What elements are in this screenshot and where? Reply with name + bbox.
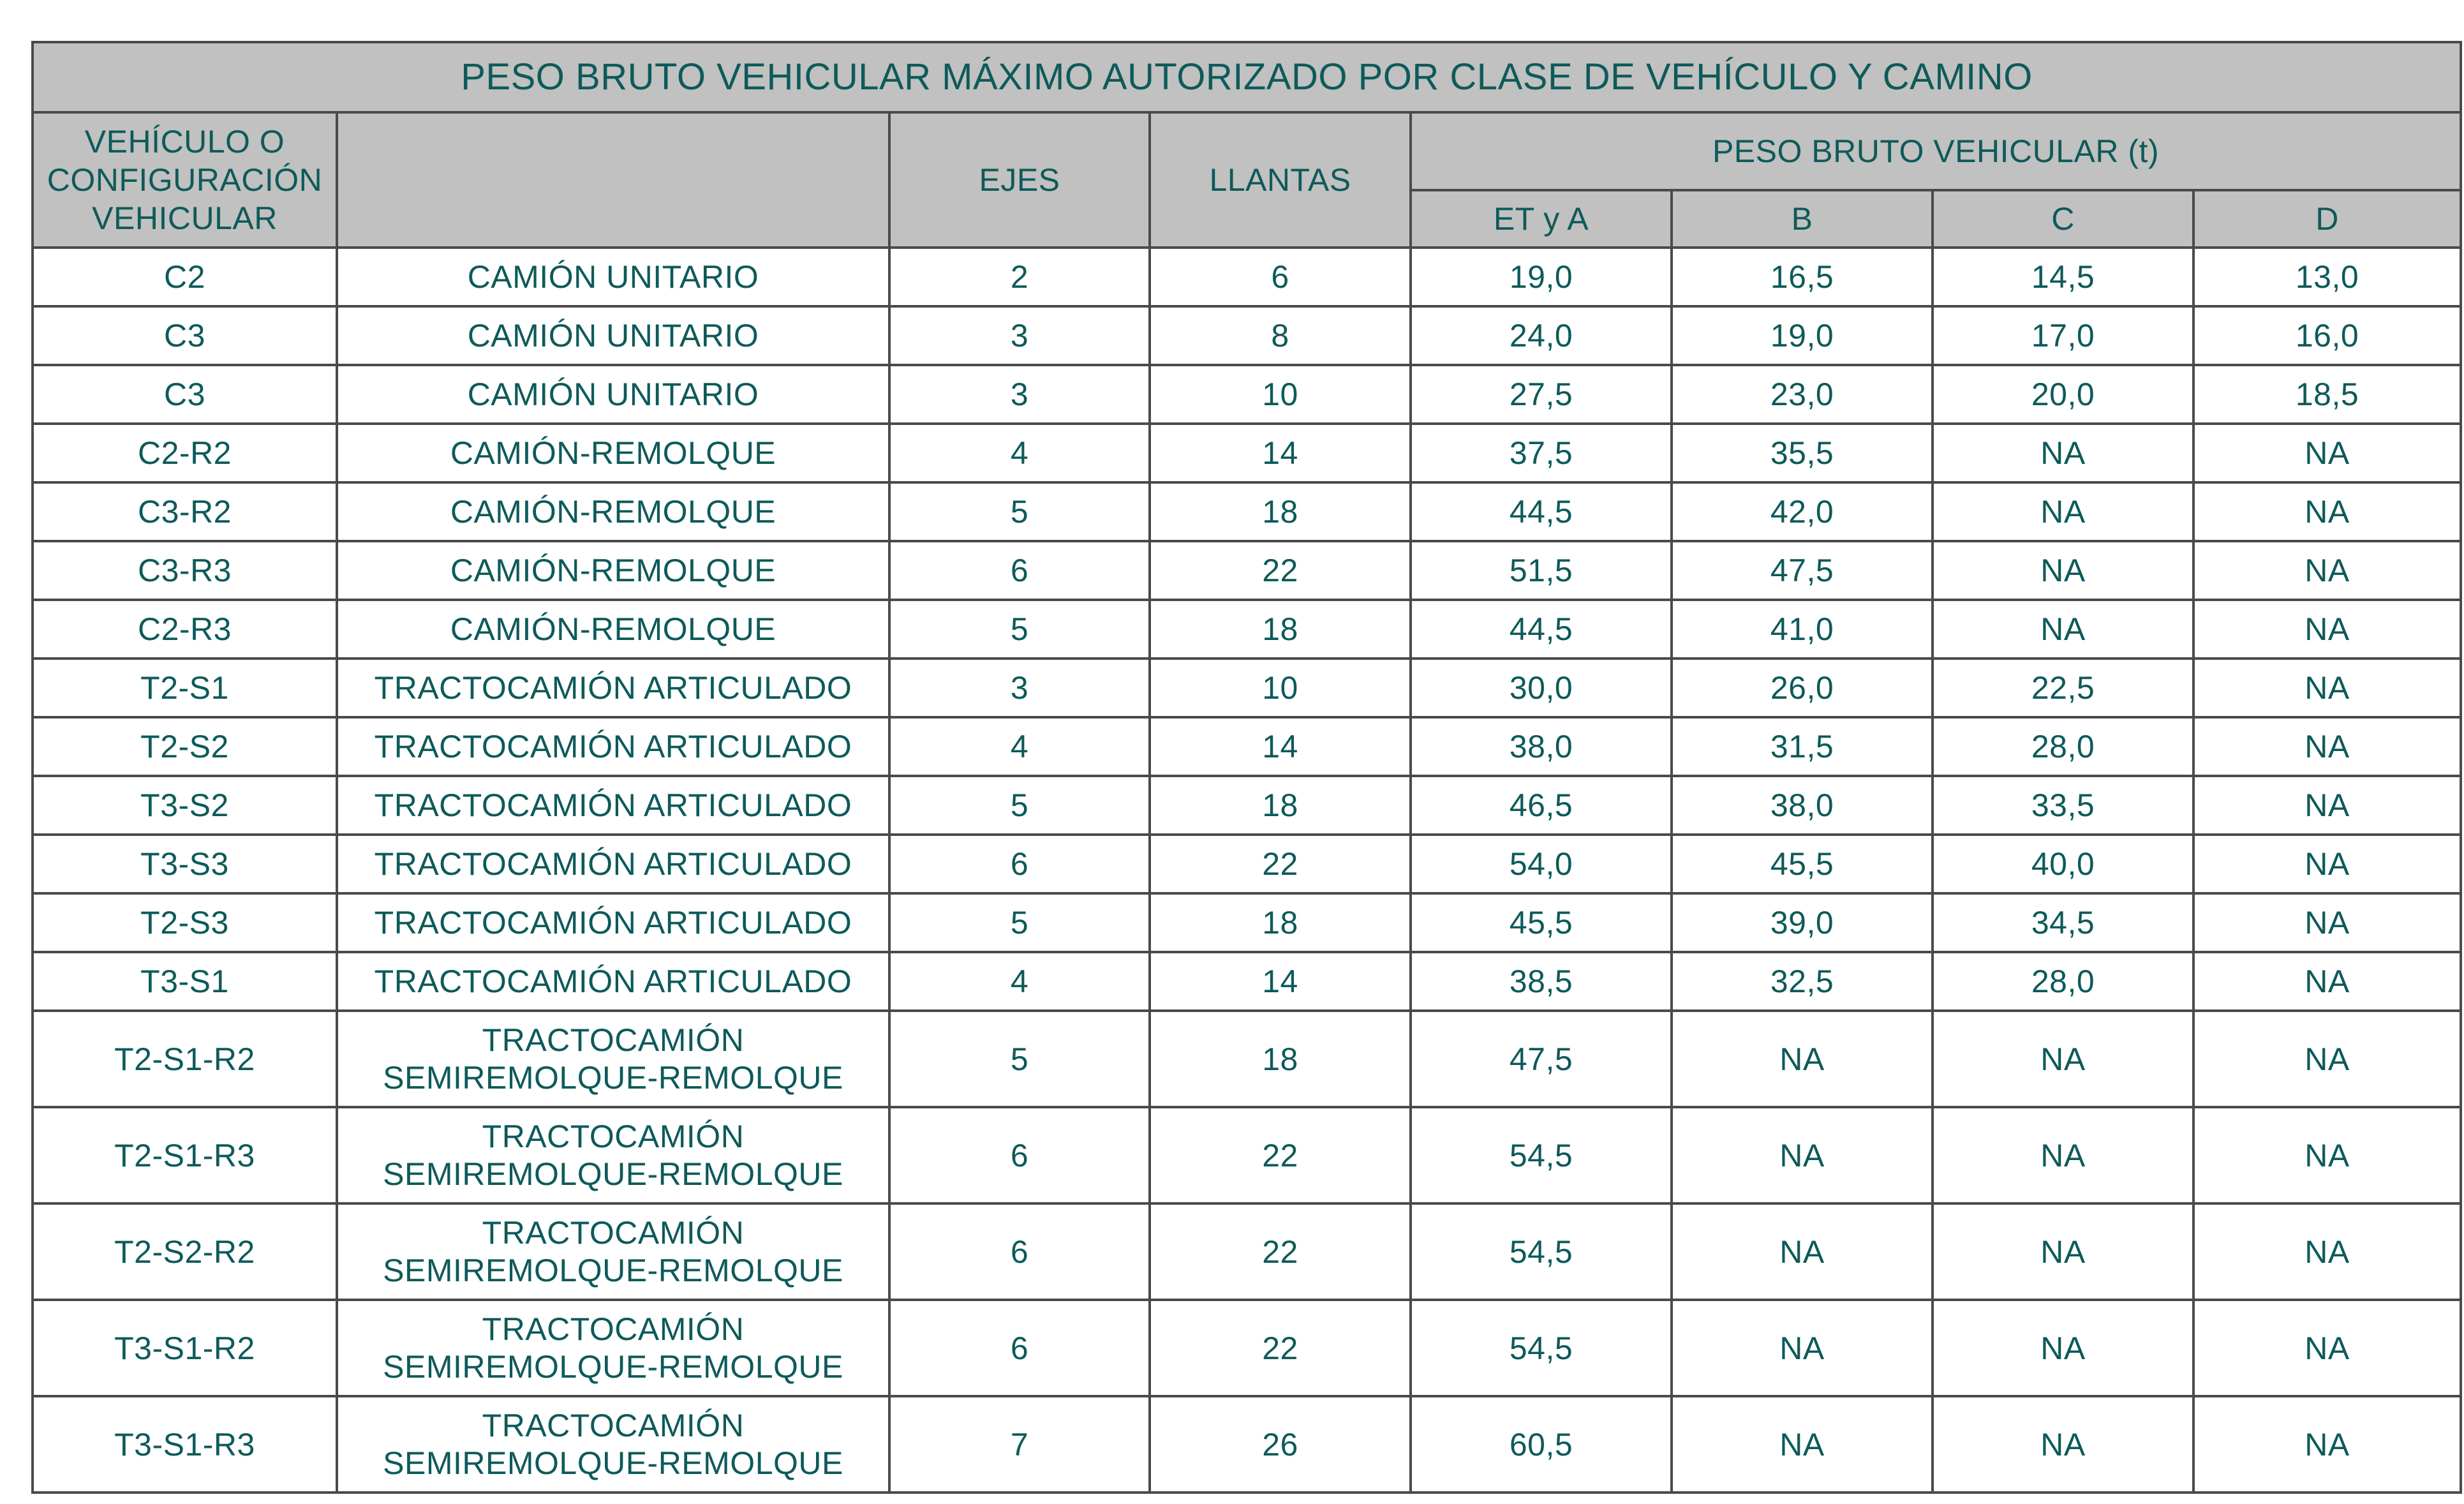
cell-tires: 22 [1150, 1107, 1411, 1203]
cell-weight-d: NA [2193, 1107, 2461, 1203]
cell-weight-b: 31,5 [1672, 717, 1933, 776]
description-line1: TRACTOCAMIÓN ARTICULADO [374, 846, 852, 882]
cell-tires: 14 [1150, 952, 1411, 1011]
cell-weight-c: NA [1933, 1203, 2193, 1300]
cell-weight-b: 41,0 [1672, 600, 1933, 659]
table-row [33, 1396, 2461, 1493]
cell-weight-et-a: 38,0 [1411, 717, 1672, 776]
cell-weight-b: 39,0 [1672, 893, 1933, 952]
cell-weight-d: NA [2193, 893, 2461, 952]
description-line1: TRACTOCAMIÓN [482, 1311, 745, 1347]
cell-weight-b: 47,5 [1672, 541, 1933, 600]
description-line2: SEMIREMOLQUE-REMOLQUE [383, 1059, 843, 1096]
cell-description [337, 1107, 889, 1203]
cell-weight-b: 35,5 [1672, 424, 1933, 482]
header-weight-c: C [1933, 190, 2193, 248]
cell-weight-c: NA [1933, 1107, 2193, 1203]
cell-config: T3-S1-R2 [33, 1300, 337, 1396]
cell-tires: 26 [1150, 1396, 1411, 1493]
description-line2: SEMIREMOLQUE-REMOLQUE [383, 1156, 843, 1192]
cell-config: T3-S3 [33, 835, 337, 893]
description-line1: TRACTOCAMIÓN ARTICULADO [374, 670, 852, 706]
cell-tires: 18 [1150, 1011, 1411, 1107]
cell-description [337, 424, 889, 482]
cell-axles: 5 [889, 482, 1150, 541]
cell-weight-b: NA [1672, 1107, 1933, 1203]
description-line1: TRACTOCAMIÓN ARTICULADO [374, 905, 852, 941]
table-row [33, 365, 2461, 424]
cell-weight-b: 38,0 [1672, 776, 1933, 835]
cell-weight-c: 28,0 [1933, 952, 2193, 1011]
cell-tires: 18 [1150, 776, 1411, 835]
description-line1: CAMIÓN UNITARIO [467, 259, 759, 295]
cell-axles: 4 [889, 424, 1150, 482]
cell-tires: 8 [1150, 306, 1411, 365]
description-line1: TRACTOCAMIÓN ARTICULADO [374, 729, 852, 764]
description-line2: SEMIREMOLQUE-REMOLQUE [383, 1348, 843, 1385]
header-weight-b: B [1672, 190, 1933, 248]
cell-tires: 22 [1150, 1203, 1411, 1300]
cell-weight-c: 22,5 [1933, 659, 2193, 717]
cell-weight-d: NA [2193, 424, 2461, 482]
cell-axles: 6 [889, 1300, 1150, 1396]
cell-weight-et-a: 46,5 [1411, 776, 1672, 835]
cell-weight-c: 17,0 [1933, 306, 2193, 365]
cell-description [337, 1396, 889, 1493]
cell-weight-et-a: 24,0 [1411, 306, 1672, 365]
cell-description [337, 1203, 889, 1300]
table-row [33, 1203, 2461, 1300]
cell-weight-b: 26,0 [1672, 659, 1933, 717]
cell-tires: 18 [1150, 482, 1411, 541]
cell-tires: 22 [1150, 541, 1411, 600]
description-line1: TRACTOCAMIÓN ARTICULADO [374, 787, 852, 823]
header-weight-et-a: ET y A [1411, 190, 1672, 248]
cell-weight-d: 16,0 [2193, 306, 2461, 365]
cell-axles: 6 [889, 1107, 1150, 1203]
description-line1: TRACTOCAMIÓN [482, 1214, 745, 1251]
cell-weight-et-a: 30,0 [1411, 659, 1672, 717]
description-line1: TRACTOCAMIÓN [482, 1118, 745, 1154]
cell-description [337, 717, 889, 776]
cell-weight-et-a: 54,5 [1411, 1203, 1672, 1300]
table-row [33, 1107, 2461, 1203]
cell-weight-et-a: 19,0 [1411, 248, 1672, 306]
description-line1: CAMIÓN-REMOLQUE [450, 494, 776, 530]
cell-weight-c: NA [1933, 1300, 2193, 1396]
cell-config: C2 [33, 248, 337, 306]
description-line1: TRACTOCAMIÓN [482, 1022, 745, 1058]
cell-axles: 5 [889, 600, 1150, 659]
header-axles: EJES [889, 112, 1150, 248]
cell-axles: 5 [889, 893, 1150, 952]
cell-weight-d: 18,5 [2193, 365, 2461, 424]
cell-weight-b: NA [1672, 1396, 1933, 1493]
cell-tires: 6 [1150, 248, 1411, 306]
header-vehicle-line2: CONFIGURACIÓN [47, 162, 323, 198]
cell-tires: 10 [1150, 365, 1411, 424]
description-line1: TRACTOCAMIÓN [482, 1407, 745, 1443]
weight-table-container [31, 41, 2460, 1494]
cell-weight-et-a: 51,5 [1411, 541, 1672, 600]
description-line1: CAMIÓN-REMOLQUE [450, 611, 776, 647]
cell-weight-d: NA [2193, 659, 2461, 717]
cell-weight-et-a: 44,5 [1411, 482, 1672, 541]
cell-weight-et-a: 27,5 [1411, 365, 1672, 424]
header-vehicle-line1: VEHÍCULO O [84, 124, 285, 160]
table-row [33, 717, 2461, 776]
cell-description [337, 248, 889, 306]
description-line1: CAMIÓN-REMOLQUE [450, 553, 776, 588]
cell-axles: 6 [889, 835, 1150, 893]
cell-axles: 7 [889, 1396, 1150, 1493]
cell-axles: 2 [889, 248, 1150, 306]
table-row [33, 835, 2461, 893]
table-row [33, 306, 2461, 365]
cell-config: C3 [33, 365, 337, 424]
cell-config: T2-S1 [33, 659, 337, 717]
cell-axles: 6 [889, 1203, 1150, 1300]
cell-config: T3-S1-R3 [33, 1396, 337, 1493]
cell-weight-d: NA [2193, 1011, 2461, 1107]
cell-config: T2-S2 [33, 717, 337, 776]
cell-weight-b: 42,0 [1672, 482, 1933, 541]
cell-config: C3 [33, 306, 337, 365]
table-row [33, 776, 2461, 835]
cell-weight-et-a: 54,5 [1411, 1300, 1672, 1396]
table-row [33, 659, 2461, 717]
table-row [33, 1300, 2461, 1396]
cell-description [337, 541, 889, 600]
header-row-top [33, 112, 2461, 190]
description-line1: TRACTOCAMIÓN ARTICULADO [374, 964, 852, 999]
cell-axles: 3 [889, 365, 1150, 424]
cell-config: T2-S1-R3 [33, 1107, 337, 1203]
cell-tires: 14 [1150, 717, 1411, 776]
cell-weight-d: NA [2193, 835, 2461, 893]
cell-weight-et-a: 54,0 [1411, 835, 1672, 893]
cell-weight-d: NA [2193, 776, 2461, 835]
description-line1: CAMIÓN UNITARIO [467, 376, 759, 412]
cell-weight-c: 28,0 [1933, 717, 2193, 776]
cell-weight-c: 40,0 [1933, 835, 2193, 893]
header-weight-d: D [2193, 190, 2461, 248]
table-row [33, 1011, 2461, 1107]
cell-tires: 22 [1150, 835, 1411, 893]
cell-weight-et-a: 45,5 [1411, 893, 1672, 952]
cell-weight-c: NA [1933, 600, 2193, 659]
cell-description [337, 365, 889, 424]
cell-config: C2-R2 [33, 424, 337, 482]
weight-table [31, 41, 2462, 1494]
cell-config: C2-R3 [33, 600, 337, 659]
cell-weight-b: 45,5 [1672, 835, 1933, 893]
cell-axles: 5 [889, 776, 1150, 835]
cell-axles: 4 [889, 952, 1150, 1011]
cell-weight-d: NA [2193, 952, 2461, 1011]
header-description [337, 112, 889, 248]
cell-weight-d: NA [2193, 541, 2461, 600]
cell-tires: 10 [1150, 659, 1411, 717]
cell-config: T2-S2-R2 [33, 1203, 337, 1300]
cell-description [337, 659, 889, 717]
cell-description [337, 600, 889, 659]
table-body [33, 248, 2461, 1493]
table-row [33, 248, 2461, 306]
cell-weight-d: NA [2193, 1396, 2461, 1493]
cell-weight-b: 32,5 [1672, 952, 1933, 1011]
cell-weight-c: NA [1933, 424, 2193, 482]
table-title: PESO BRUTO VEHICULAR MÁXIMO AUTORIZADO POR CLASE DE VEHÍCULO Y CAMINO [33, 42, 2461, 112]
header-vehicle-line3: VEHICULAR [92, 200, 278, 236]
cell-weight-c: 33,5 [1933, 776, 2193, 835]
header-tires: LLANTAS [1150, 112, 1411, 248]
cell-description [337, 835, 889, 893]
cell-weight-b: NA [1672, 1300, 1933, 1396]
cell-tires: 14 [1150, 424, 1411, 482]
cell-description [337, 1011, 889, 1107]
cell-axles: 3 [889, 659, 1150, 717]
cell-description [337, 482, 889, 541]
cell-weight-c: 34,5 [1933, 893, 2193, 952]
cell-axles: 3 [889, 306, 1150, 365]
table-row [33, 893, 2461, 952]
table-row [33, 952, 2461, 1011]
table-row [33, 600, 2461, 659]
cell-config: T2-S3 [33, 893, 337, 952]
description-line2: SEMIREMOLQUE-REMOLQUE [383, 1445, 843, 1481]
cell-tires: 18 [1150, 600, 1411, 659]
cell-weight-et-a: 37,5 [1411, 424, 1672, 482]
cell-config: C3-R3 [33, 541, 337, 600]
description-line2: SEMIREMOLQUE-REMOLQUE [383, 1252, 843, 1288]
cell-weight-b: NA [1672, 1011, 1933, 1107]
cell-weight-b: 19,0 [1672, 306, 1933, 365]
cell-weight-b: 16,5 [1672, 248, 1933, 306]
cell-weight-c: NA [1933, 482, 2193, 541]
cell-config: T3-S2 [33, 776, 337, 835]
cell-config: T2-S1-R2 [33, 1011, 337, 1107]
cell-weight-c: NA [1933, 541, 2193, 600]
cell-weight-et-a: 54,5 [1411, 1107, 1672, 1203]
cell-weight-d: NA [2193, 600, 2461, 659]
cell-weight-et-a: 47,5 [1411, 1011, 1672, 1107]
description-line1: CAMIÓN-REMOLQUE [450, 435, 776, 471]
cell-weight-b: 23,0 [1672, 365, 1933, 424]
cell-weight-d: NA [2193, 1300, 2461, 1396]
cell-weight-et-a: 44,5 [1411, 600, 1672, 659]
cell-weight-c: 20,0 [1933, 365, 2193, 424]
cell-description [337, 893, 889, 952]
description-line1: CAMIÓN UNITARIO [467, 318, 759, 354]
header-vehicle-config [33, 112, 337, 248]
cell-config: C3-R2 [33, 482, 337, 541]
cell-weight-c: NA [1933, 1396, 2193, 1493]
cell-description [337, 306, 889, 365]
title-row [33, 42, 2461, 112]
cell-weight-et-a: 60,5 [1411, 1396, 1672, 1493]
cell-weight-d: NA [2193, 717, 2461, 776]
cell-weight-et-a: 38,5 [1411, 952, 1672, 1011]
table-row [33, 541, 2461, 600]
cell-tires: 18 [1150, 893, 1411, 952]
cell-config: T3-S1 [33, 952, 337, 1011]
cell-weight-d: 13,0 [2193, 248, 2461, 306]
cell-axles: 4 [889, 717, 1150, 776]
cell-weight-c: 14,5 [1933, 248, 2193, 306]
cell-description [337, 952, 889, 1011]
cell-weight-b: NA [1672, 1203, 1933, 1300]
table-row [33, 482, 2461, 541]
cell-weight-d: NA [2193, 1203, 2461, 1300]
cell-tires: 22 [1150, 1300, 1411, 1396]
cell-weight-d: NA [2193, 482, 2461, 541]
cell-weight-c: NA [1933, 1011, 2193, 1107]
cell-axles: 5 [889, 1011, 1150, 1107]
cell-axles: 6 [889, 541, 1150, 600]
cell-description [337, 1300, 889, 1396]
header-gross-weight: PESO BRUTO VEHICULAR (t) [1411, 112, 2461, 190]
table-row [33, 424, 2461, 482]
cell-description [337, 776, 889, 835]
